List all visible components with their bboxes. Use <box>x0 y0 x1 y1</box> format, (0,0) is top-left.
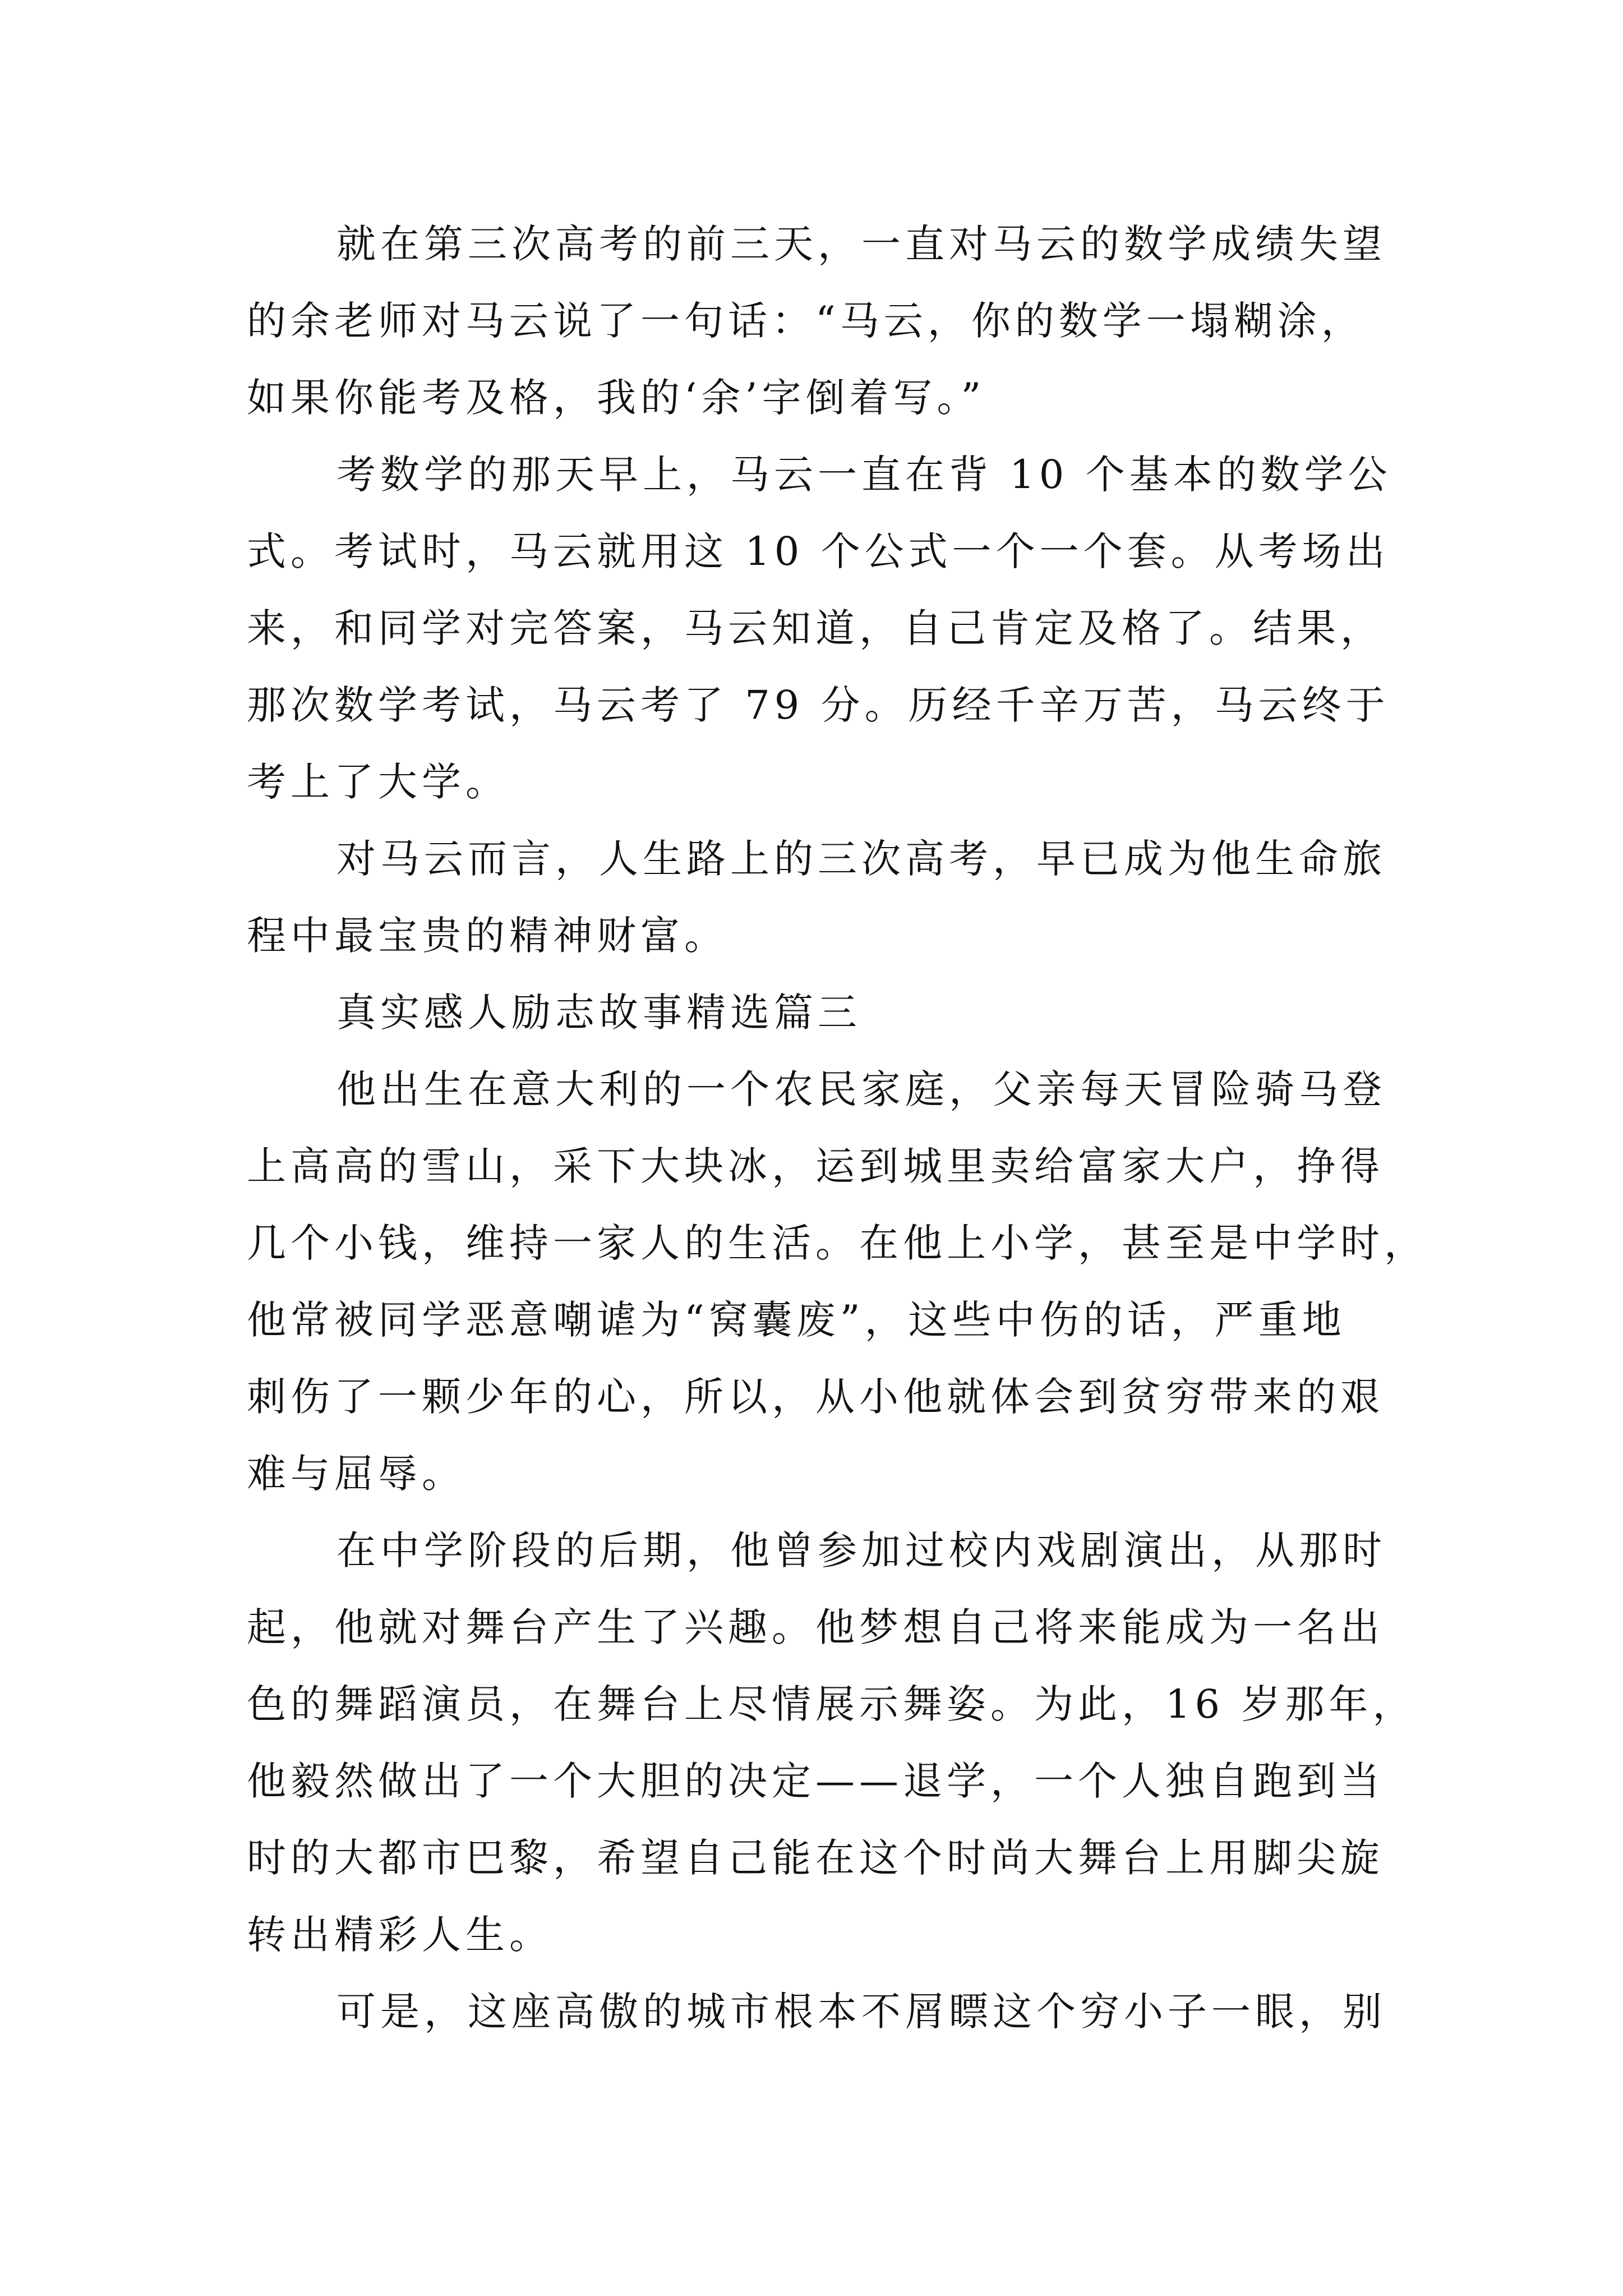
text-line: 考数学的那天早上，马云一直在背 10 个基本的数学公 <box>336 452 1392 498</box>
text-line: 的余老师对马云说了一句话：“马云，你的数学一塌糊涂， <box>247 298 1365 344</box>
text-line: 那次数学考试，马云考了 79 分。历经千辛万苦，马云终于 <box>247 682 1390 728</box>
text-line: 起，他就对舞台产生了兴趣。他梦想自己将来能成为一名出 <box>247 1604 1384 1650</box>
text-line: 式。考试时，马云就用这 10 个公式一个一个套。从考场出 <box>247 528 1390 574</box>
text-line: 如果你能考及格，我的‘余’字倒着写。” <box>247 375 986 421</box>
text-line: 他出生在意大利的一个农民家庭，父亲每天冒险骑马登 <box>336 1066 1386 1112</box>
text-line: 他常被同学恶意嘲谑为“窝囊废”，这些中伤的话，严重地 <box>247 1297 1346 1343</box>
text-line: 在中学阶段的后期，他曾参加过校内戏剧演出，从那时 <box>336 1527 1386 1573</box>
text-line: 来，和同学对完答案，马云知道，自己肯定及格了。结果， <box>247 605 1384 651</box>
text-line: 考上了大学。 <box>247 759 509 805</box>
text-line: 可是，这座高傲的城市根本不屑瞟这个穷小子一眼，别 <box>336 1989 1386 2035</box>
text-line: 色的舞蹈演员，在舞台上尽情展示舞姿。为此，16 岁那年， <box>247 1681 1417 1727</box>
text-line: 对马云而言，人生路上的三次高考，早已成为他生命旅 <box>336 836 1386 882</box>
text-line: 难与屈辱。 <box>247 1451 465 1497</box>
text-line: 就在第三次高考的前三天，一直对马云的数学成绩失望 <box>336 221 1386 267</box>
text-line: 他毅然做出了一个大胆的决定——退学，一个人独自跑到当 <box>247 1758 1384 1804</box>
text-line: 几个小钱，维持一家人的生活。在他上小学，甚至是中学时， <box>247 1220 1428 1266</box>
text-line: 转出精彩人生。 <box>247 1912 553 1958</box>
section-heading: 真实感人励志故事精选篇三 <box>336 990 861 1036</box>
text-line: 时的大都市巴黎，希望自己能在这个时尚大舞台上用脚尖旋 <box>247 1835 1384 1881</box>
text-line: 程中最宝贵的精神财富。 <box>247 913 728 959</box>
text-line: 刺伤了一颗少年的心，所以，从小他就体会到贫穷带来的艰 <box>247 1374 1384 1420</box>
text-line: 上高高的雪山，采下大块冰，运到城里卖给富家大户，挣得 <box>247 1143 1384 1189</box>
